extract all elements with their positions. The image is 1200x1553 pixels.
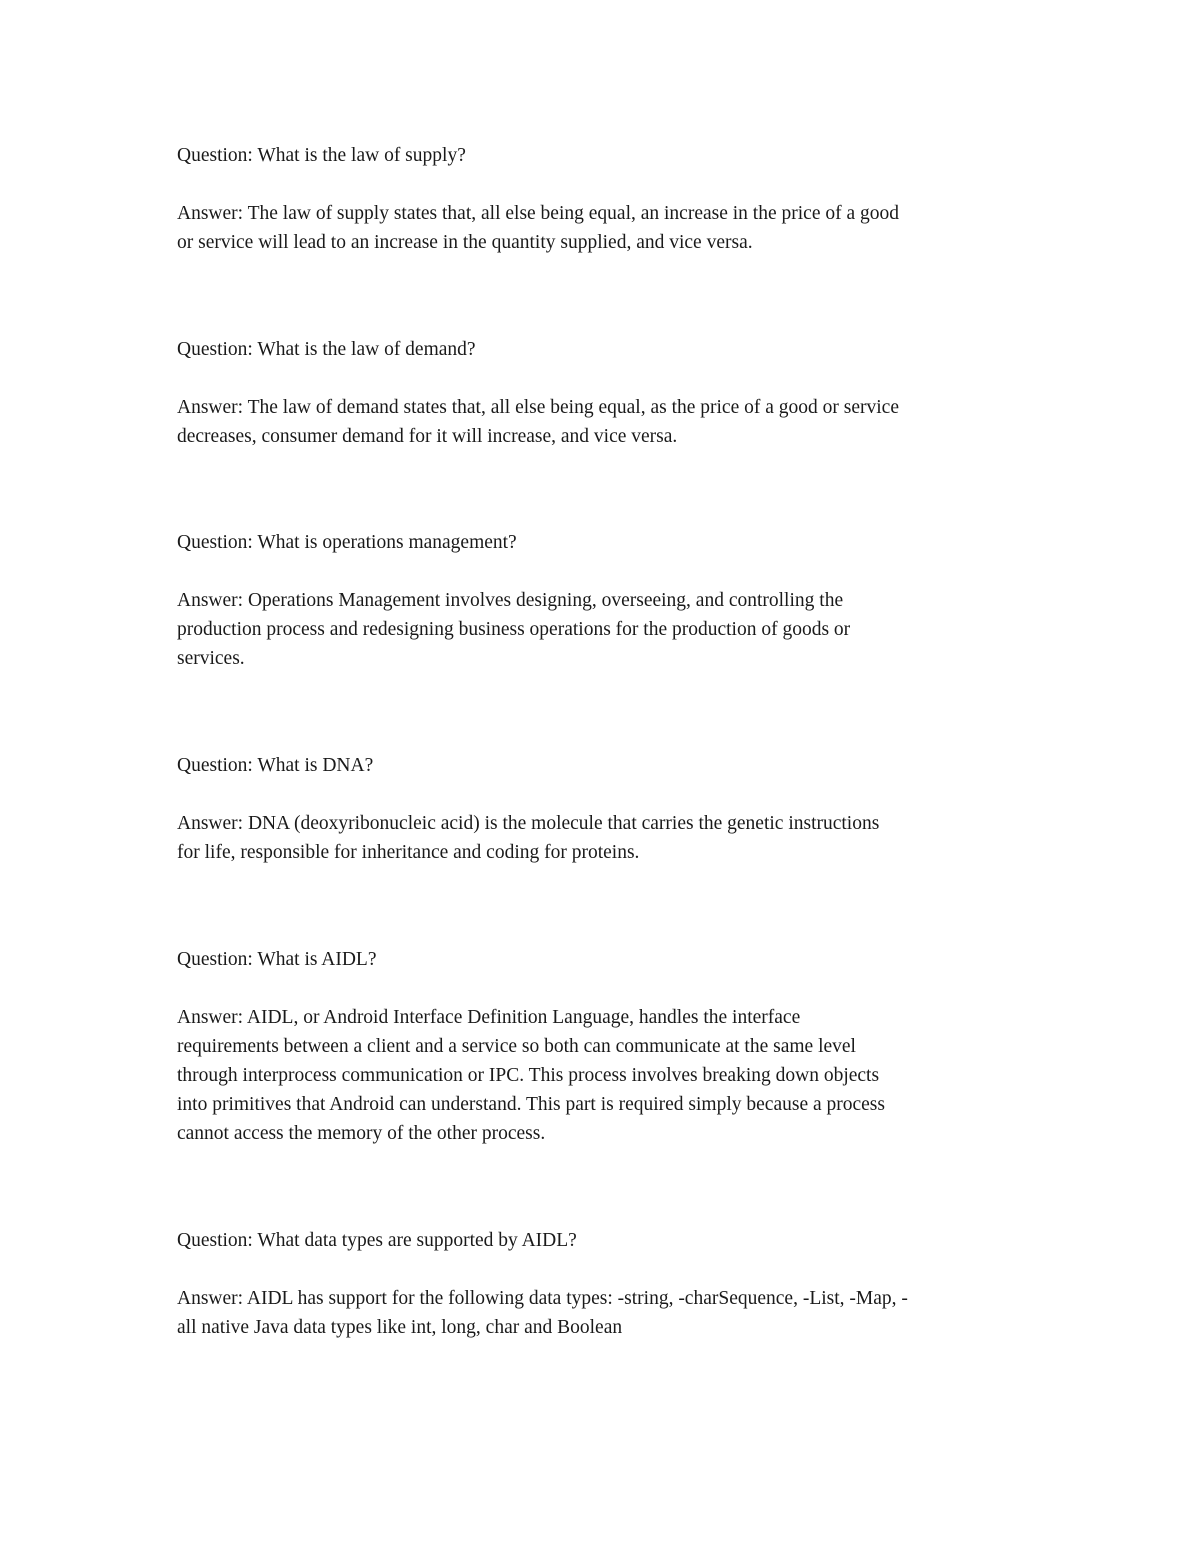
- answer-2-line-1: Answer: The law of demand states that, all else being equal, as the price of a good or service: [177, 397, 899, 418]
- question-3: Question: What is operations management?: [177, 532, 517, 553]
- question-5: Question: What is AIDL?: [177, 949, 377, 970]
- answer-4-line-2: for life, responsible for inheritance and coding for proteins.: [177, 842, 640, 863]
- answer-3-line-1: Answer: Operations Management involves designing, overseeing, and controlling the: [177, 590, 844, 611]
- answer-1-line-1: Answer: The law of supply states that, all else being equal, an increase in the price of a good: [177, 203, 899, 224]
- answer-5-line-2: requirements between a client and a service so both can communicate at the same level: [177, 1036, 856, 1057]
- question-1: Question: What is the law of supply?: [177, 145, 466, 166]
- question-2: Question: What is the law of demand?: [177, 339, 476, 360]
- question-6: Question: What data types are supported by AIDL?: [177, 1230, 577, 1251]
- answer-5-line-1: Answer: AIDL, or Android Interface Definition Language, handles the interface: [177, 1007, 801, 1028]
- answer-3-line-2: production process and redesigning business operations for the production of goods or: [177, 619, 851, 640]
- answer-6-line-1: Answer: AIDL has support for the following data types: -string, -charSequence, -List, -Map, -: [177, 1288, 908, 1309]
- answer-5-line-3: through interprocess communication or IPC. This process involves breaking down objects: [177, 1065, 880, 1086]
- answer-3-line-3: services.: [177, 648, 245, 669]
- question-4: Question: What is DNA?: [177, 755, 374, 776]
- answer-1-line-2: or service will lead to an increase in the quantity supplied, and vice versa.: [177, 232, 753, 253]
- answer-5-line-5: cannot access the memory of the other process.: [177, 1123, 546, 1144]
- answer-2-line-2: decreases, consumer demand for it will increase, and vice versa.: [177, 426, 678, 447]
- answer-5-line-4: into primitives that Android can understand. This part is required simply because a process: [177, 1094, 885, 1115]
- answer-6-line-2: all native Java data types like int, long, char and Boolean: [177, 1317, 623, 1338]
- answer-4-line-1: Answer: DNA (deoxyribonucleic acid) is the molecule that carries the genetic instructions: [177, 813, 880, 834]
